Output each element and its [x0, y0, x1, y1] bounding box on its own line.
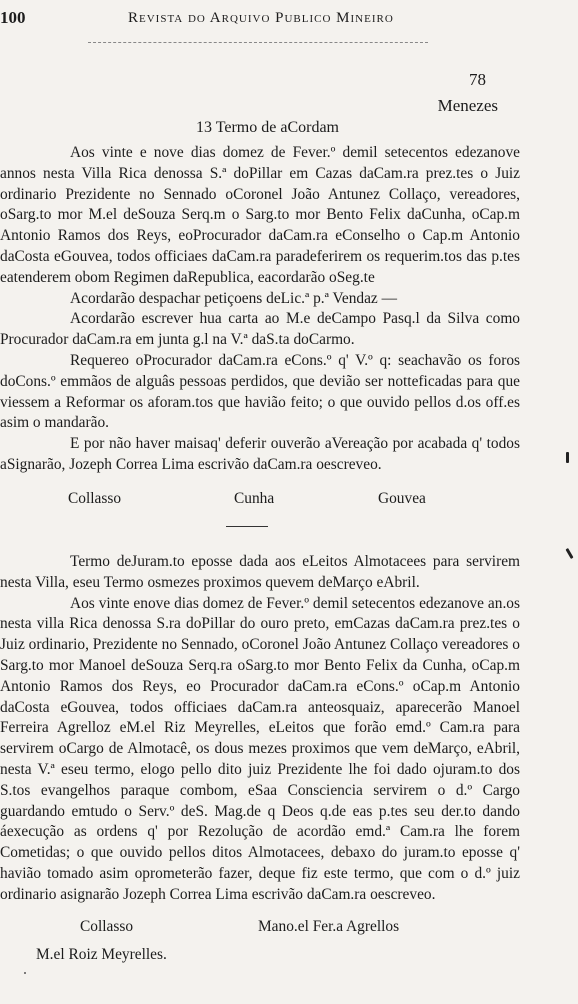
document-name: Menezes: [437, 96, 498, 115]
section-heading: 13 Termo de aCordam: [196, 119, 339, 136]
signature: Mano.el Fer.a Agrellos: [258, 918, 400, 935]
paragraph: Acordarão despachar petiçoens deLic.ª p.ª Vendaz —: [70, 289, 397, 307]
signature: Cunha: [234, 490, 275, 507]
paragraph: Requereo oProcurador daCam.ra eCons.º q' V.º q: seachavão os foros doCons.º emmãos de alguâs pessoas perdidos, que devião ser notteficadas para que viessem a Reformar os aforam.tos que havião feito; o que ouvido pellos d.os off.es asim o mandarão.: [0, 351, 520, 432]
signature: M.el Roiz Meyrelles.: [36, 946, 167, 963]
header-rule: [88, 42, 428, 43]
page-header: [0, 4, 578, 34]
section2-body: [0, 552, 520, 906]
section-separator: [226, 526, 268, 527]
signature: Gouvea: [378, 490, 426, 507]
page-number: 100: [0, 8, 26, 27]
paragraph: Acordarão escrever hua carta ao M.e deCampo Pasq.l da Silva como Procurador daCam.ra em junta g.l na V.ª daS.ta doCarmo.: [0, 310, 520, 349]
section1-body: [0, 143, 520, 476]
margin-mark: [566, 452, 569, 463]
signature: Collasso: [80, 918, 134, 935]
running-title: Revista do Arquivo Publico Mineiro: [128, 10, 394, 26]
paragraph: Aos vinte enove dias domez de Fever.º demil setecentos edezanove an.os nesta villa Rica denossa S.ra doPillar do ouro preto, emCazas daCam.ra prez.tes o Juiz ordinario, Prezidente no Sennado, oCoronel João Antunez Collaço vereadores o Sarg.to mor Manoel deSouza Serq.ra oSarg.to mor Bento Felix da Cunha, oCap.m Antonio Ramos dos Reys, eo Procurador daCam.ra eCons.º oCap.m Antonio daCosta eGouvea, todos officiaes daCam.ra anteosquaiz, aparecerão Manoel Ferreira Agrelloz eM.el Riz Meyrelles, eLeitos que forão emd.º Cam.ra para servirem oCargo de Almotacê, os dous mezes proximos que vem deMarço, eAbril, nesta V.ª eseu termo, elogo pello dito juiz Prezidente lhe foi dado ojuram.to dos S.tos evangelhos paraque combom, eSaa Consciencia servirem o d.º Cargo guardando emtudo o Serv.º deS. Mag.de q Deos q.de eas p.tes seu der.to dando áexecução as ordens q' por Rezolução de acordão emd.ª Cam.ra lhe forem Cometidas; o que ouvido pellos ditos Almotacees, debaxo do juram.to eposse q' havião tomado asim oprometerão fazer, deque fiz este termo, que com o d.º juiz ordinario asignarão Jozeph Correa Lima escrivão daCam.ra oescreveo.: [0, 594, 520, 903]
speck: [24, 972, 26, 974]
margin-mark: [565, 548, 573, 559]
paragraph: Termo deJuram.to eposse dada aos eLeitos Almotacees para servirem nesta Villa, eseu Termo osmezes proximos quevem deMarço eAbril.: [0, 553, 520, 591]
document-number: 78: [469, 70, 486, 89]
paragraph: Aos vinte e nove dias domez de Fever.º demil setecentos edezanove annos nesta Villa Rica denossa S.ª doPillar em Cazas daCam.ra prez.tes o Juiz ordinario Prezidente no Sennado oCoronel João Antunez Collaço, vereadores, oSarg.to mor M.el deSouza Serq.m o Sarg.to mor Bento Felix daCunha, oCap.m Antonio Ramos dos Reys, eoProcurador daCam.ra eConselho o Cap.m Antonio daCosta eGouvea, todos officiaes daCam.ra paradeferirem os requerim.tos das p.tes eatenderem obom Regimen daRepublica, eacordarão oSeg.te: [0, 144, 520, 286]
paragraph: E por não haver maisaq' deferir ouverão aVereação por acabada q' todos aSignarão, Jozeph Correa Lima escrivão daCam.ra oescreveo.: [0, 435, 520, 473]
signature: Collasso: [68, 490, 122, 507]
